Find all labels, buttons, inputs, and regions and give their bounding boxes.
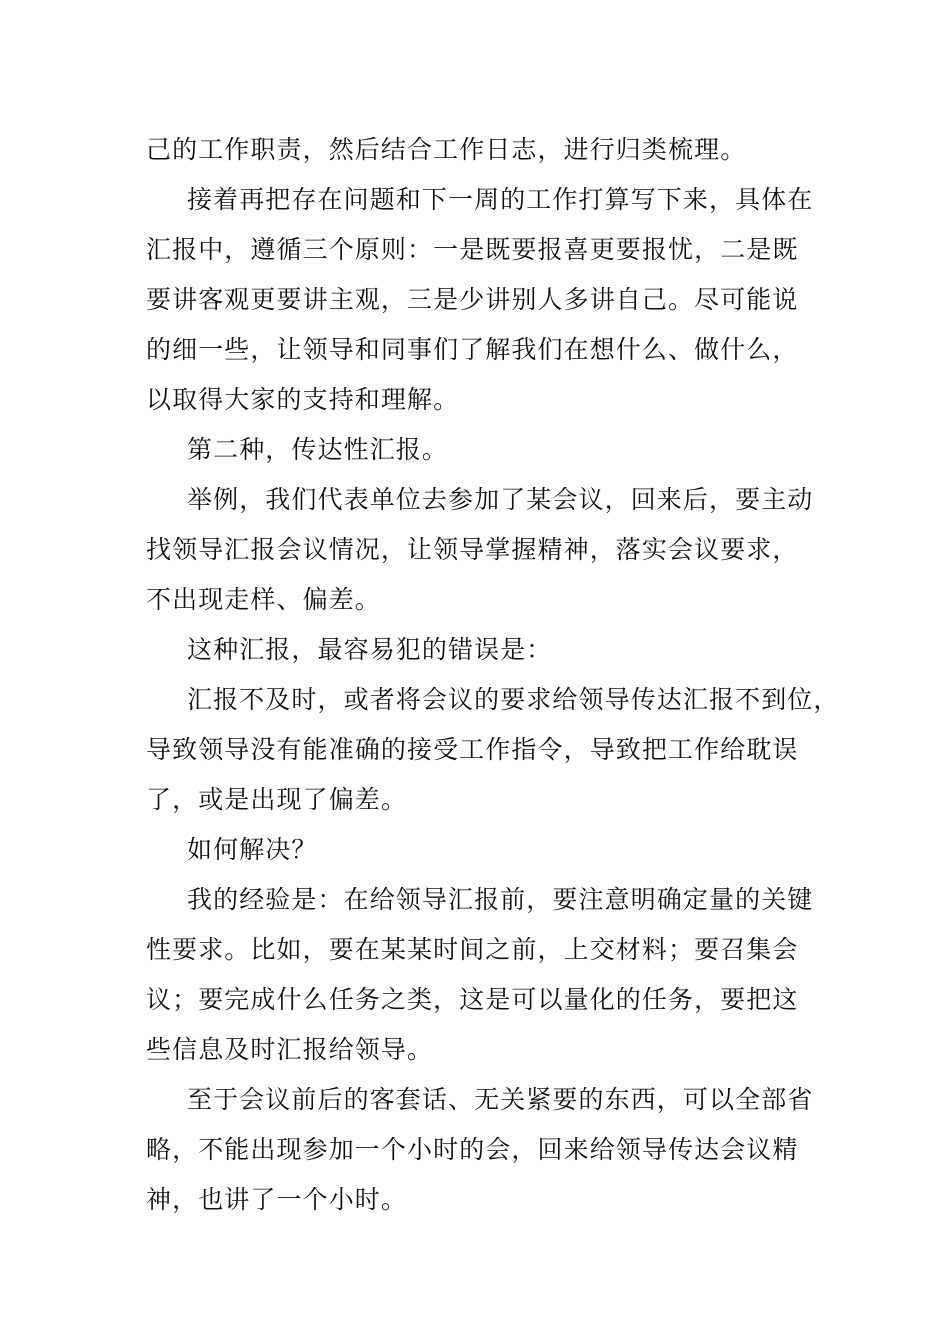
text-line: 我的经验是：在给领导汇报前，要注意明确定量的关键 (187, 885, 814, 914)
text-line: 接着再把存在问题和下一周的工作打算写下来，具体在 (187, 185, 814, 214)
text-line: 了，或是出现了偏差。 (146, 785, 408, 814)
text-line: 略，不能出现参加一个小时的会，回来给领导传达会议精 (146, 1135, 799, 1164)
text-line: 议；要完成什么任务之类，这是可以量化的任务，要把这 (146, 985, 799, 1014)
text-line: 导致领导没有能准确的接受工作指令，导致把工作给耽误 (146, 735, 799, 764)
text-line: 以取得大家的支持和理解。 (146, 385, 460, 414)
text-line: 汇报中，遵循三个原则：一是既要报喜更要报忧，二是既 (146, 235, 799, 264)
text-line: 些信息及时汇报给领导。 (146, 1035, 434, 1064)
text-line: 要讲客观更要讲主观，三是少讲别人多讲自己。尽可能说 (146, 285, 799, 314)
text-line: 的细一些，让领导和同事们了解我们在想什么、做什么， (146, 335, 799, 364)
text-line: 第二种，传达性汇报。 (187, 435, 449, 464)
text-line: 性要求。比如，要在某某时间之前，上交材料；要召集会 (146, 935, 799, 964)
text-line: 如何解决？ (187, 835, 318, 864)
text-line: 这种汇报，最容易犯的错误是： (187, 635, 553, 664)
text-line: 举例，我们代表单位去参加了某会议，回来后，要主动 (187, 485, 814, 514)
text-line: 不出现走样、偏差。 (146, 585, 381, 614)
text-line: 找领导汇报会议情况，让领导掌握精神，落实会议要求， (146, 535, 799, 564)
text-line: 己的工作职责，然后结合工作日志，进行归类梳理。 (146, 135, 747, 164)
text-line: 汇报不及时，或者将会议的要求给领导传达汇报不到位， (187, 685, 840, 714)
text-line: 神，也讲了一个小时。 (146, 1185, 408, 1214)
text-line: 至于会议前后的客套话、无关紧要的东西，可以全部省 (187, 1085, 814, 1114)
